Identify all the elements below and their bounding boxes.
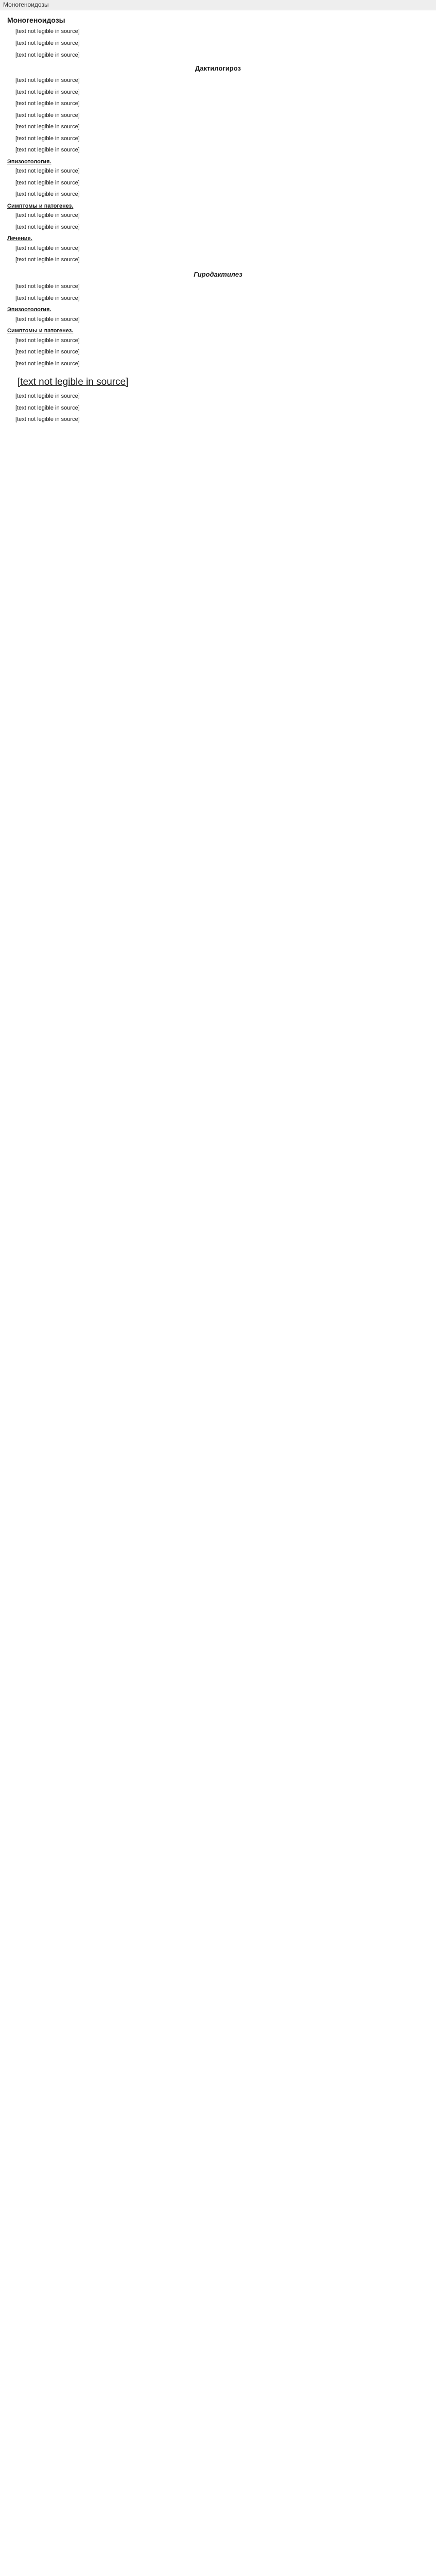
window-title: Моногеноидозы xyxy=(3,1,49,8)
gyro-symptoms-paragraph: [text not legible in source] xyxy=(15,337,80,344)
closing-paragraph: [text not legible in source] xyxy=(15,393,80,400)
dactylogyrosis-paragraph: [text not legible in source] xyxy=(15,77,80,84)
intro-paragraph: [text not legible in source] xyxy=(15,52,80,58)
gyro-symptoms-paragraph: [text not legible in source] xyxy=(15,349,80,355)
symptoms-paragraph: [text not legible in source] xyxy=(15,212,80,219)
subheading-gyro-epizootology: Эпизоотология. xyxy=(7,307,51,313)
dactylogyrosis-paragraph: [text not legible in source] xyxy=(15,100,80,107)
dactylogyrosis-paragraph: [text not legible in source] xyxy=(15,135,80,142)
prevention-paragraph: [text not legible in source] xyxy=(15,257,80,263)
treatment-paragraph: [text not legible in source] xyxy=(15,245,80,251)
gyrodactylosis-paragraph: [text not legible in source] xyxy=(15,295,80,301)
gyrodactylosis-paragraph: [text not legible in source] xyxy=(15,283,80,290)
subheading-treatment: Лечение. xyxy=(7,235,32,242)
subheading-symptoms: Симптомы и патогенез. xyxy=(7,202,74,209)
gyro-symptoms-paragraph: [text not legible in source] xyxy=(15,360,80,367)
section-heading-gyrodactylosis: Гиродактилез xyxy=(194,270,242,278)
subheading-epizootology: Эпизоотология. xyxy=(7,158,51,165)
dactylogyrosis-paragraph: [text not legible in source] xyxy=(15,89,80,95)
section-heading-dactylogyrosis: Дактилогироз xyxy=(195,64,241,73)
intro-paragraph: [text not legible in source] xyxy=(15,28,80,35)
window-title-bar xyxy=(0,0,436,10)
large-link[interactable]: [text not legible in source] xyxy=(18,377,129,388)
symptoms-paragraph: [text not legible in source] xyxy=(15,224,80,230)
intro-paragraph: [text not legible in source] xyxy=(15,40,80,46)
document-page xyxy=(3,10,433,430)
dactylogyrosis-paragraph: [text not legible in source] xyxy=(15,147,80,154)
dactylogyrosis-paragraph: [text not legible in source] xyxy=(15,112,80,118)
page-bottom-spacer xyxy=(7,428,429,430)
epizootology-paragraph: [text not legible in source] xyxy=(15,191,80,198)
dactylogyrosis-paragraph: [text not legible in source] xyxy=(15,124,80,130)
closing-paragraph: [text not legible in source] xyxy=(15,404,80,411)
document-title: Моногеноидозы xyxy=(7,16,65,24)
epizootology-paragraph: [text not legible in source] xyxy=(15,168,80,175)
closing-paragraph: [text not legible in source] xyxy=(15,416,80,423)
subheading-gyro-symptoms: Симптомы и патогенез. xyxy=(7,328,74,334)
epizootology-paragraph: [text not legible in source] xyxy=(15,179,80,186)
gyro-epizootology-paragraph: [text not legible in source] xyxy=(15,316,80,323)
